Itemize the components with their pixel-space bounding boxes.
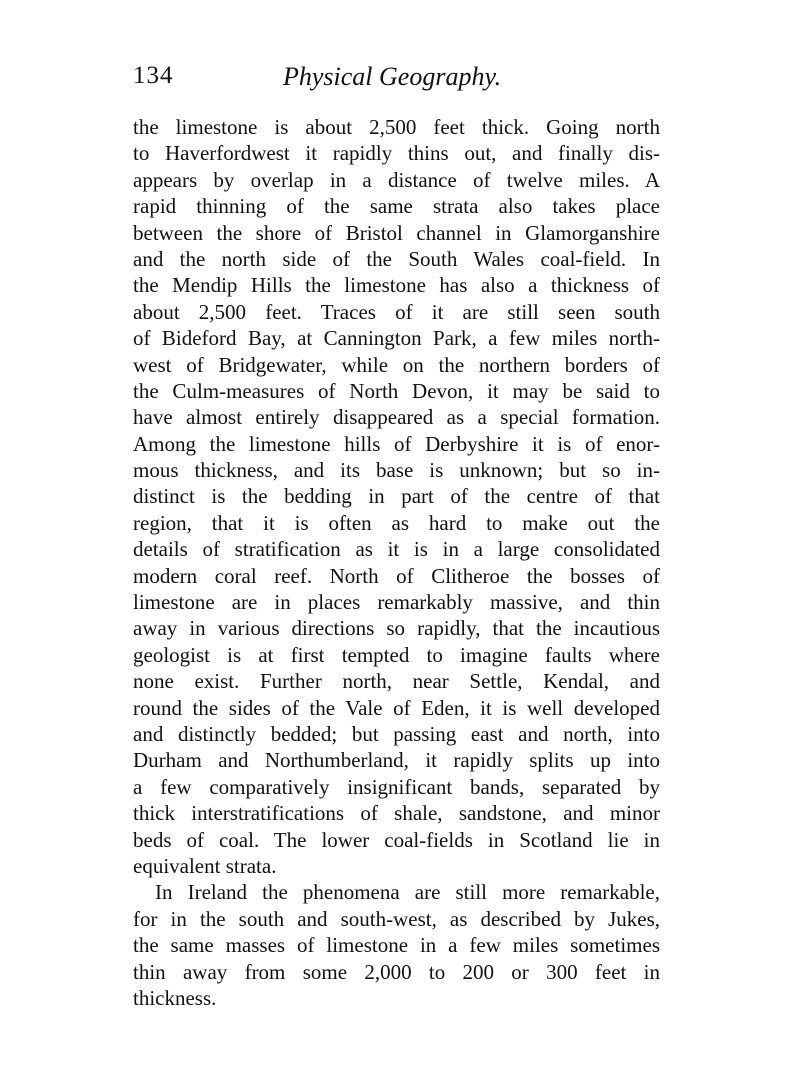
text-line: mous thickness, and its base is unknown; but so in- xyxy=(133,458,660,483)
page-header xyxy=(133,62,660,106)
text-line: Among the limestone hills of Derbyshire it is of enor- xyxy=(133,431,660,456)
running-head: Physical Geography. xyxy=(283,62,502,91)
text-line: to Haverfordwest it rapidly thins out, and finally dis- xyxy=(133,141,660,166)
text-line: beds of coal. The lower coal-fields in Scotland lie in xyxy=(133,827,660,852)
text-line: the limestone is about 2,500 feet thick. Going north xyxy=(133,115,660,139)
text-line: for in the south and south-west, as described by Jukes, xyxy=(133,906,660,931)
text-line: round the sides of the Vale of Eden, it is well developed xyxy=(133,695,660,720)
text-line: about 2,500 feet. Traces of it are still seen south xyxy=(133,299,660,324)
text-line: have almost entirely disappeared as a special formation. xyxy=(133,405,660,430)
text-line: limestone are in places remarkably massive, and thin xyxy=(133,590,660,615)
text-line: a few comparatively insignificant bands, separated by xyxy=(133,774,660,799)
text-line: away in various directions so rapidly, that the incautious xyxy=(133,616,660,641)
text-line: between the shore of Bristol channel in Glamorganshire xyxy=(133,220,660,245)
text-line: and the north side of the South Wales coal-field. In xyxy=(133,246,660,271)
text-line: rapid thinning of the same strata also takes place xyxy=(133,194,660,219)
paragraph-2 xyxy=(133,879,660,1011)
text-line: geologist is at first tempted to imagine faults where xyxy=(133,642,660,667)
page-number: 134 xyxy=(133,62,174,89)
text-line: region, that it is often as hard to make out the xyxy=(133,510,660,535)
text-line: details of stratification as it is in a large consolidated xyxy=(133,537,660,562)
text-line: west of Bridgewater, while on the northern borders of xyxy=(133,352,660,377)
text-line: thin away from some 2,000 to 200 or 300 feet in xyxy=(133,959,660,984)
text-line: distinct is the bedding in part of the centre of that xyxy=(133,484,660,509)
text-line: Durham and Northumberland, it rapidly splits up into xyxy=(133,748,660,773)
text-line: thickness. xyxy=(133,985,217,1010)
text-line: equivalent strata. xyxy=(133,853,277,878)
text-line: thick interstratifications of shale, sandstone, and minor xyxy=(133,801,660,826)
text-line: In Ireland the phenomena are still more remarkable, xyxy=(155,880,660,905)
text-line: the same masses of limestone in a few miles sometimes xyxy=(133,933,660,958)
book-page xyxy=(133,62,660,1011)
text-line: the Mendip Hills the limestone has also a thickness of xyxy=(133,273,660,298)
text-line: of Bideford Bay, at Cannington Park, a few miles north- xyxy=(133,326,660,351)
text-line: none exist. Further north, near Settle, Kendal, and xyxy=(133,669,660,694)
text-line: appears by overlap in a distance of twelve miles. A xyxy=(133,167,660,192)
text-line: the Culm-measures of North Devon, it may be said to xyxy=(133,378,660,403)
text-line: and distinctly bedded; but passing east and north, into xyxy=(133,721,660,746)
body-text xyxy=(133,114,660,1011)
paragraph-1 xyxy=(133,114,660,879)
text-line: modern coral reef. North of Clitheroe the bosses of xyxy=(133,563,660,588)
